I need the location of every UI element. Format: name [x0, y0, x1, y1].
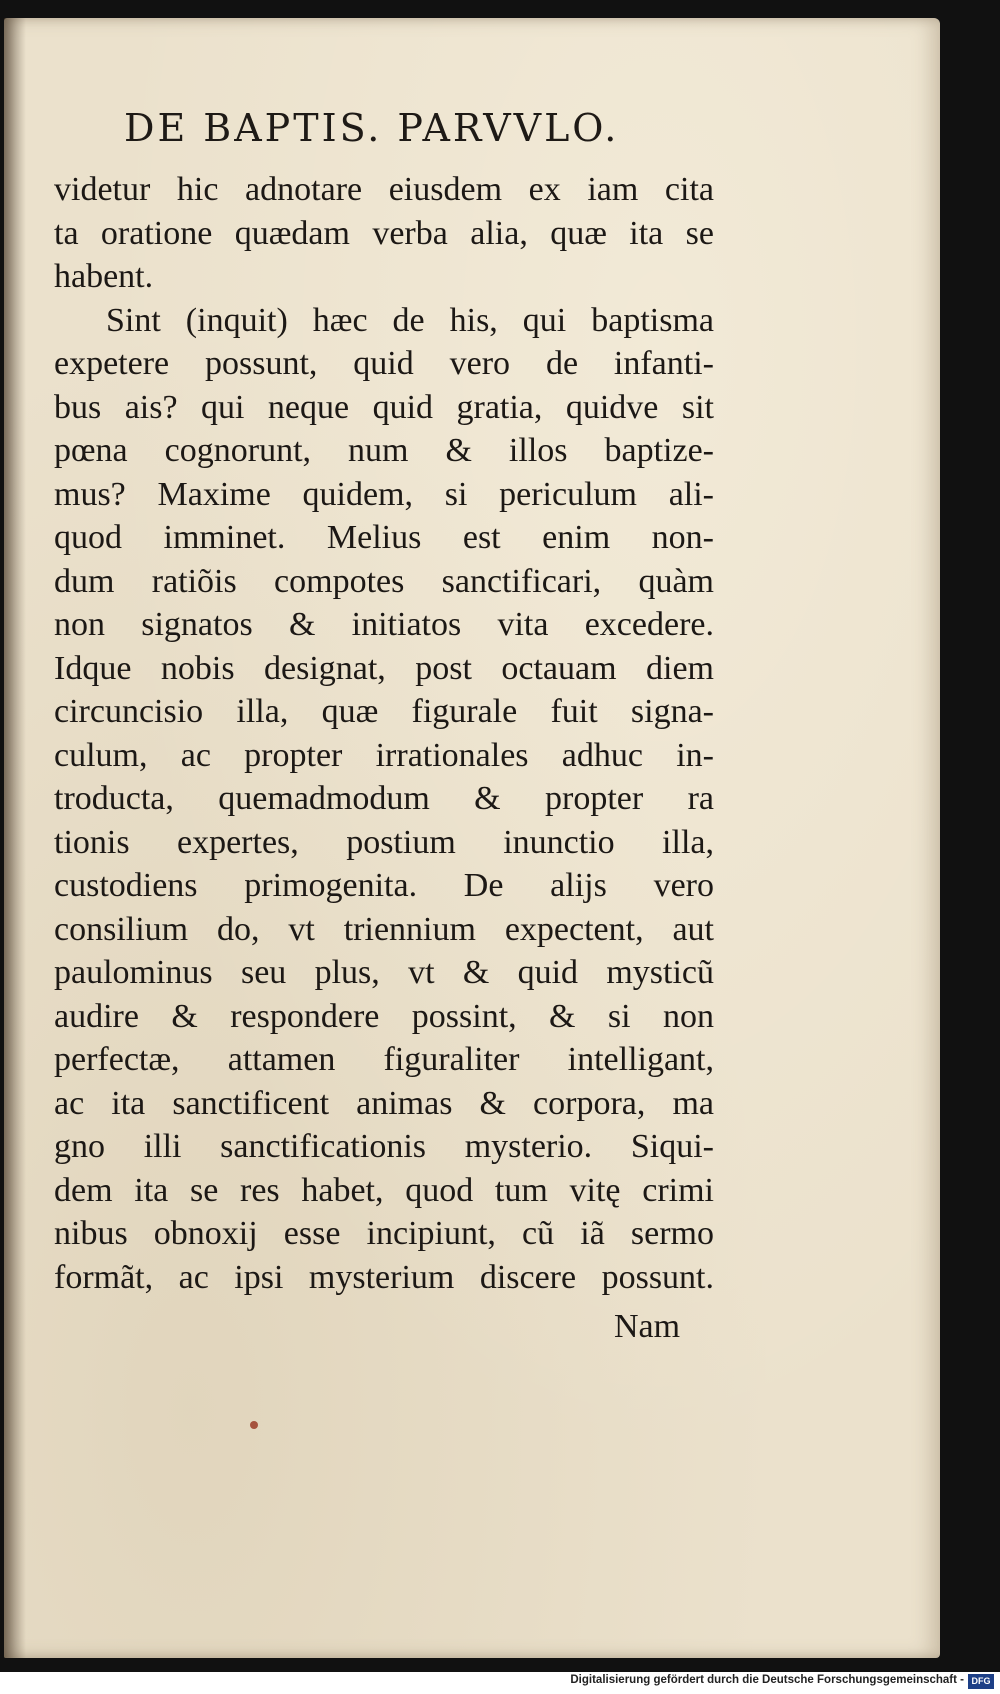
text-line: circuncisio illa, quæ figurale fuit signa-	[54, 693, 714, 730]
footer-bar	[0, 1672, 1000, 1694]
dfg-logo-icon: DFG	[968, 1674, 994, 1689]
text-line: ac ita sanctificent animas & corpora, ma	[54, 1084, 714, 1122]
footer-credit: Digitalisierung gefördert durch die Deutsche Forschungsgemeinschaft -	[570, 1674, 964, 1686]
text-line: Idque nobis designat, post octauam diem	[54, 649, 714, 687]
paper-speck	[250, 1421, 258, 1429]
body-text	[54, 168, 714, 1299]
text-line: consilium do, vt triennium expectent, aut	[54, 910, 714, 948]
text-line: paulominus seu plus, vt & quid mysticũ	[54, 954, 714, 991]
text-line: bus ais? qui neque quid gratia, quidve sit	[54, 388, 714, 426]
text-line: mus? Maxime quidem, si periculum ali-	[54, 475, 714, 513]
page-gutter-shadow	[4, 18, 26, 1658]
text-line: audire & respondere possint, & si non	[54, 997, 714, 1035]
text-line: ta oratione quædam verba alia, quæ ita se	[54, 214, 714, 252]
text-line: custodiens primogenita. De alijs vero	[54, 867, 714, 904]
text-line: dum ratiõis compotes sanctificari, quàm	[54, 562, 714, 600]
text-line: perfectæ, attamen figuraliter intelligant,	[54, 1041, 714, 1078]
text-line: pœna cognorunt, num & illos baptize-	[54, 432, 714, 469]
text-line: habent.	[54, 258, 154, 295]
text-line: nibus obnoxij esse incipiunt, cũ iã sermo	[54, 1215, 714, 1252]
text-line: formãt, ac ipsi mysterium discere possunt.	[54, 1258, 714, 1296]
book-page	[4, 18, 940, 1658]
text-line: gno illi sanctificationis mysterio. Siqui-	[54, 1128, 714, 1165]
text-line: videtur hic adnotare eiusdem ex iam cita	[54, 171, 714, 208]
text-line: tionis expertes, postium inunctio illa,	[54, 823, 714, 861]
catchword: Nam	[614, 1308, 681, 1345]
text-line: Sint (inquit) hæc de his, qui baptisma	[106, 301, 714, 339]
text-line: troducta, quemadmodum & propter ra	[54, 780, 714, 817]
text-line: quod imminet. Melius est enim non-	[54, 519, 714, 556]
text-line: culum, ac propter irrationales adhuc in-	[54, 736, 714, 774]
text-line: non signatos & initiatos vita excedere.	[54, 606, 714, 643]
running-head: DE BAPTIS. PARVVLO.	[124, 106, 620, 150]
text-line: dem ita se res habet, quod tum vitę crimi	[54, 1171, 714, 1209]
text-line: expetere possunt, quid vero de infanti-	[54, 345, 714, 382]
